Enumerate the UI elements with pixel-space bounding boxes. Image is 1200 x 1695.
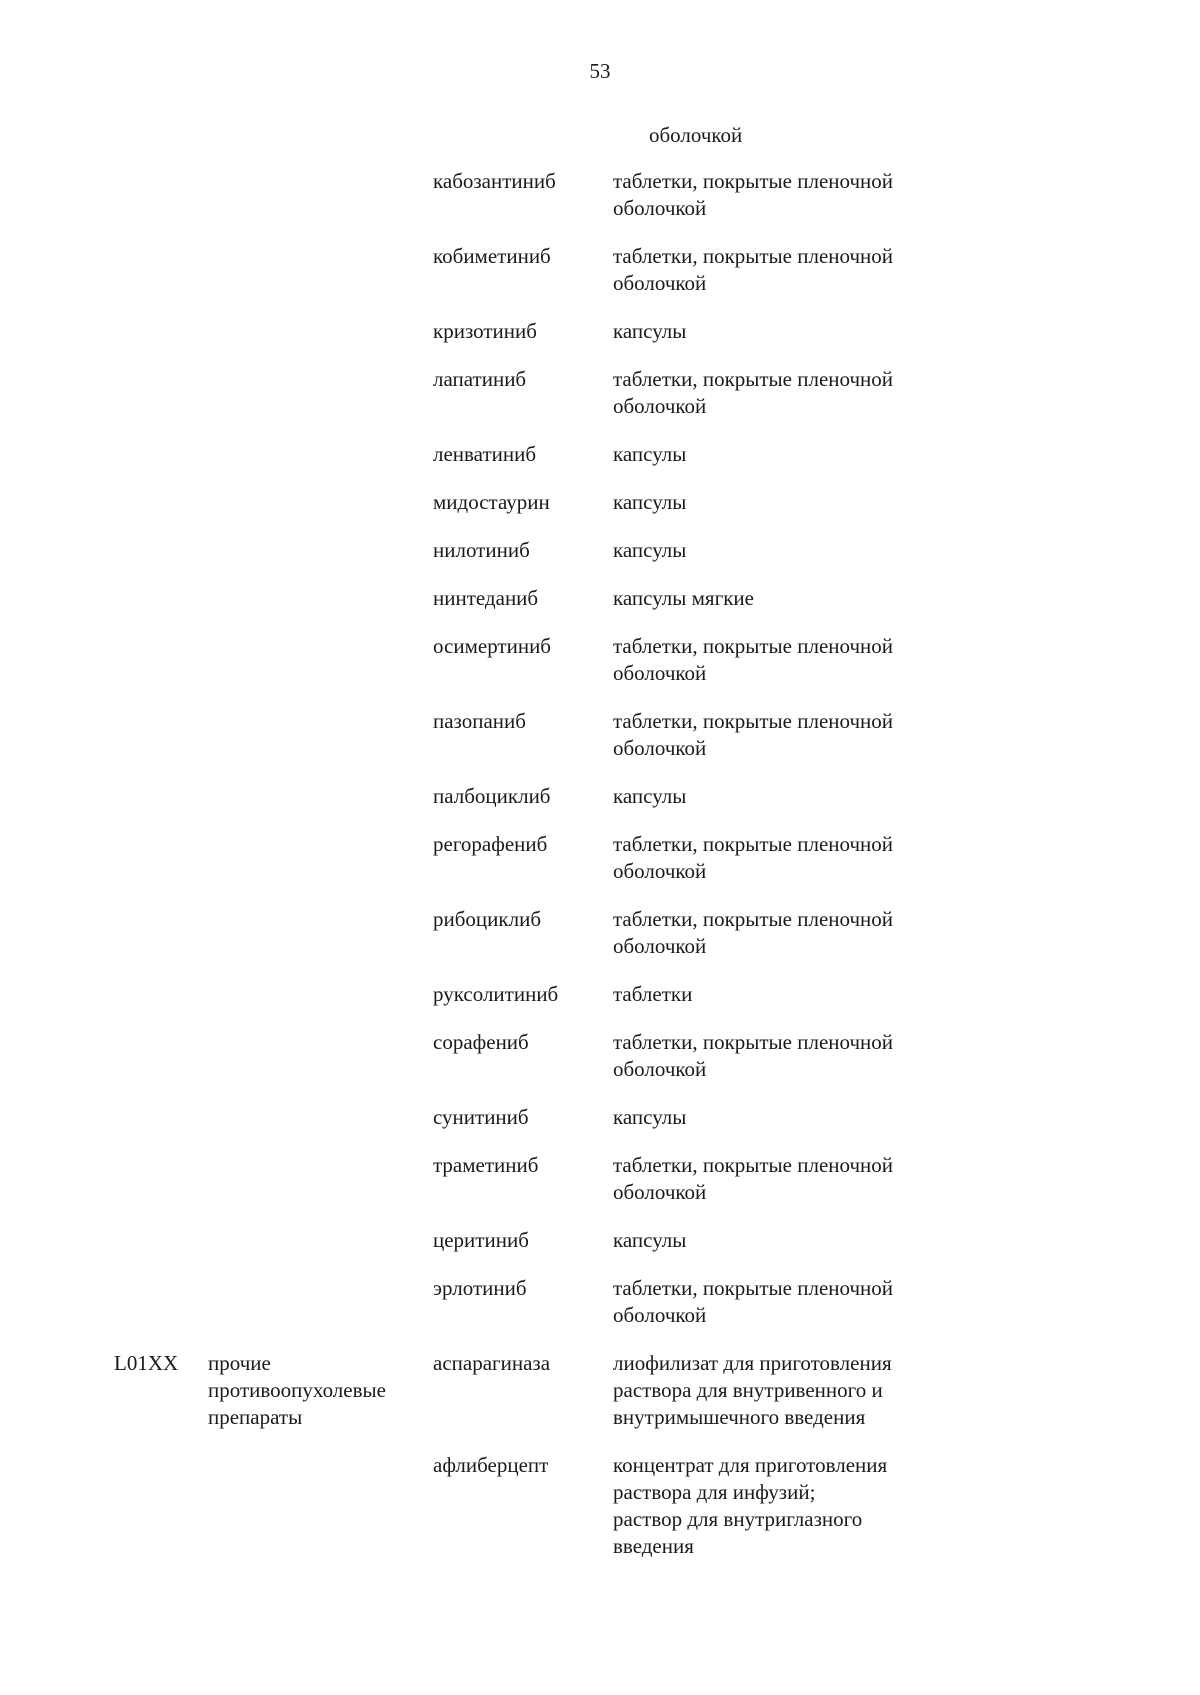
drug-name: рибоциклиб bbox=[433, 907, 542, 931]
drug-name: регорафениб bbox=[433, 832, 548, 856]
dosage-form-line: таблетки, покрытые пленочной bbox=[613, 169, 894, 193]
table-row bbox=[0, 366, 1200, 420]
drug-name: нилотиниб bbox=[433, 538, 530, 562]
dosage-form-line: лиофилизат для приготовления bbox=[613, 1351, 892, 1375]
dosage-form bbox=[613, 633, 953, 687]
dosage-form bbox=[613, 783, 953, 810]
dosage-form-line: концентрат для приготовления bbox=[613, 1453, 888, 1477]
atc-code bbox=[114, 318, 208, 345]
atc-code bbox=[114, 243, 208, 297]
dosage-form bbox=[613, 318, 953, 345]
atc-group-line: препараты bbox=[208, 1405, 303, 1429]
table-row bbox=[0, 1104, 1200, 1131]
dosage-form-line: капсулы bbox=[613, 490, 687, 514]
table-row bbox=[0, 906, 1200, 960]
drug-name: палбоциклиб bbox=[433, 784, 551, 808]
atc-group-name bbox=[208, 708, 433, 762]
drug-name: афлиберцепт bbox=[433, 1453, 549, 1477]
dosage-form bbox=[613, 1275, 953, 1329]
dosage-form bbox=[613, 537, 953, 564]
dosage-form bbox=[613, 831, 953, 885]
atc-code bbox=[114, 1452, 208, 1560]
table-row bbox=[0, 489, 1200, 516]
drug-name: кабозантиниб bbox=[433, 169, 556, 193]
atc-group-name bbox=[208, 1227, 433, 1254]
dosage-form-line: таблетки, покрытые пленочной bbox=[613, 709, 894, 733]
atc-group-name bbox=[208, 537, 433, 564]
table-row bbox=[0, 633, 1200, 687]
dosage-form-line: оболочкой bbox=[613, 1180, 707, 1204]
dosage-form bbox=[613, 168, 953, 222]
drug-table bbox=[0, 168, 1200, 1581]
atc-group-name bbox=[208, 168, 433, 222]
atc-group-line: прочие bbox=[208, 1351, 271, 1375]
dosage-form-line: оболочкой bbox=[613, 1303, 707, 1327]
drug-name: пазопаниб bbox=[433, 709, 526, 733]
atc-group-name bbox=[208, 441, 433, 468]
table-row bbox=[0, 1227, 1200, 1254]
drug-name: аспарагиназа bbox=[433, 1351, 551, 1375]
dosage-form-line: оболочкой bbox=[613, 736, 707, 760]
dosage-form bbox=[613, 243, 953, 297]
atc-code bbox=[114, 981, 208, 1008]
atc-group-name bbox=[208, 1275, 433, 1329]
atc-group-name bbox=[208, 783, 433, 810]
atc-code bbox=[114, 831, 208, 885]
dosage-form-line: раствора для внутривенного и bbox=[613, 1378, 883, 1402]
drug-name: осимертиниб bbox=[433, 634, 551, 658]
dosage-form-line: капсулы bbox=[613, 442, 687, 466]
atc-code bbox=[114, 906, 208, 960]
dosage-form-line: таблетки, покрытые пленочной bbox=[613, 1276, 894, 1300]
dosage-form-line: оболочкой bbox=[613, 859, 707, 883]
atc-code bbox=[114, 1104, 208, 1131]
table-row bbox=[0, 318, 1200, 345]
drug-name: кобиметиниб bbox=[433, 244, 551, 268]
atc-group-name bbox=[208, 1104, 433, 1131]
dosage-form-line: оболочкой bbox=[613, 271, 707, 295]
table-row bbox=[0, 783, 1200, 810]
table-row bbox=[0, 708, 1200, 762]
drug-name: сорафениб bbox=[433, 1030, 529, 1054]
atc-code bbox=[114, 489, 208, 516]
atc-code bbox=[114, 1152, 208, 1206]
table-row bbox=[0, 441, 1200, 468]
table-row bbox=[0, 1029, 1200, 1083]
dosage-form-line: капсулы bbox=[613, 538, 687, 562]
drug-name: эрлотиниб bbox=[433, 1276, 527, 1300]
atc-code: L01XX bbox=[114, 1351, 179, 1375]
table-row bbox=[0, 831, 1200, 885]
table-row bbox=[0, 168, 1200, 222]
table-row bbox=[0, 1152, 1200, 1206]
drug-name: лапатиниб bbox=[433, 367, 527, 391]
dosage-form bbox=[613, 1029, 953, 1083]
dosage-form-line: капсулы bbox=[613, 1228, 687, 1252]
dosage-form bbox=[613, 1104, 953, 1131]
atc-code bbox=[114, 708, 208, 762]
atc-group-name bbox=[208, 1452, 433, 1560]
table-row bbox=[0, 243, 1200, 297]
dosage-form-line: таблетки, покрытые пленочной bbox=[613, 907, 894, 931]
atc-code bbox=[114, 633, 208, 687]
atc-group-name bbox=[208, 1152, 433, 1206]
dosage-form-line: оболочкой bbox=[613, 394, 707, 418]
table-row bbox=[0, 1275, 1200, 1329]
dosage-form bbox=[613, 441, 953, 468]
atc-group-name bbox=[208, 366, 433, 420]
drug-name: мидостаурин bbox=[433, 490, 550, 514]
dosage-form-line: капсулы bbox=[613, 1105, 687, 1129]
atc-code bbox=[114, 441, 208, 468]
dosage-form bbox=[613, 981, 953, 1008]
dosage-form bbox=[613, 906, 953, 960]
dosage-form-line: капсулы bbox=[613, 784, 687, 808]
atc-code bbox=[114, 1227, 208, 1254]
atc-group-line: противоопухолевые bbox=[208, 1378, 386, 1402]
atc-code bbox=[114, 366, 208, 420]
dosage-form-line: капсулы bbox=[613, 319, 687, 343]
atc-group-name bbox=[208, 489, 433, 516]
atc-code bbox=[114, 537, 208, 564]
drug-name: нинтеданиб bbox=[433, 586, 539, 610]
dosage-form-line: оболочкой bbox=[613, 934, 707, 958]
drug-name: сунитиниб bbox=[433, 1105, 529, 1129]
atc-group-name bbox=[208, 243, 433, 297]
atc-group-name bbox=[208, 831, 433, 885]
dosage-form-line: внутримышечного введения bbox=[613, 1405, 866, 1429]
atc-code bbox=[114, 783, 208, 810]
atc-group-name bbox=[208, 318, 433, 345]
dosage-form bbox=[613, 1452, 953, 1560]
table-row bbox=[0, 585, 1200, 612]
dosage-form-line: таблетки, покрытые пленочной bbox=[613, 1030, 894, 1054]
atc-group-name bbox=[208, 585, 433, 612]
drug-name: ленватиниб bbox=[433, 442, 537, 466]
drug-name: церитиниб bbox=[433, 1228, 529, 1252]
atc-group-name bbox=[208, 906, 433, 960]
table-row bbox=[0, 1350, 1200, 1431]
page-number: 53 bbox=[589, 59, 611, 83]
dosage-form-line: оболочкой bbox=[613, 661, 707, 685]
continuation-text: оболочкой bbox=[649, 123, 743, 147]
dosage-form-line: введения bbox=[613, 1534, 694, 1558]
dosage-form bbox=[613, 708, 953, 762]
atc-group-name bbox=[208, 633, 433, 687]
dosage-form-line: таблетки, покрытые пленочной bbox=[613, 244, 894, 268]
atc-code bbox=[114, 585, 208, 612]
dosage-form bbox=[613, 489, 953, 516]
atc-group-name bbox=[208, 1029, 433, 1083]
dosage-form bbox=[613, 1152, 953, 1206]
dosage-form bbox=[613, 585, 953, 612]
dosage-form-line: раствор для внутриглазного bbox=[613, 1507, 863, 1531]
atc-code bbox=[114, 1029, 208, 1083]
dosage-form-line: капсулы мягкие bbox=[613, 586, 754, 610]
table-row bbox=[0, 537, 1200, 564]
table-row bbox=[0, 1452, 1200, 1560]
atc-code bbox=[114, 1275, 208, 1329]
atc-code bbox=[114, 168, 208, 222]
drug-name: траметиниб bbox=[433, 1153, 539, 1177]
atc-group-name bbox=[208, 981, 433, 1008]
dosage-form-line: оболочкой bbox=[613, 1057, 707, 1081]
table-row bbox=[0, 981, 1200, 1008]
dosage-form-line: таблетки, покрытые пленочной bbox=[613, 832, 894, 856]
atc-group-name bbox=[208, 1350, 433, 1431]
dosage-form bbox=[613, 1350, 953, 1431]
dosage-form-line: таблетки, покрытые пленочной bbox=[613, 1153, 894, 1177]
drug-name: кризотиниб bbox=[433, 319, 537, 343]
dosage-form-line: таблетки bbox=[613, 982, 693, 1006]
dosage-form bbox=[613, 366, 953, 420]
dosage-form-line: раствора для инфузий; bbox=[613, 1480, 816, 1504]
dosage-form-line: оболочкой bbox=[613, 196, 707, 220]
dosage-form-line: таблетки, покрытые пленочной bbox=[613, 367, 894, 391]
dosage-form-line: таблетки, покрытые пленочной bbox=[613, 634, 894, 658]
drug-name: руксолитиниб bbox=[433, 982, 559, 1006]
dosage-form bbox=[613, 1227, 953, 1254]
